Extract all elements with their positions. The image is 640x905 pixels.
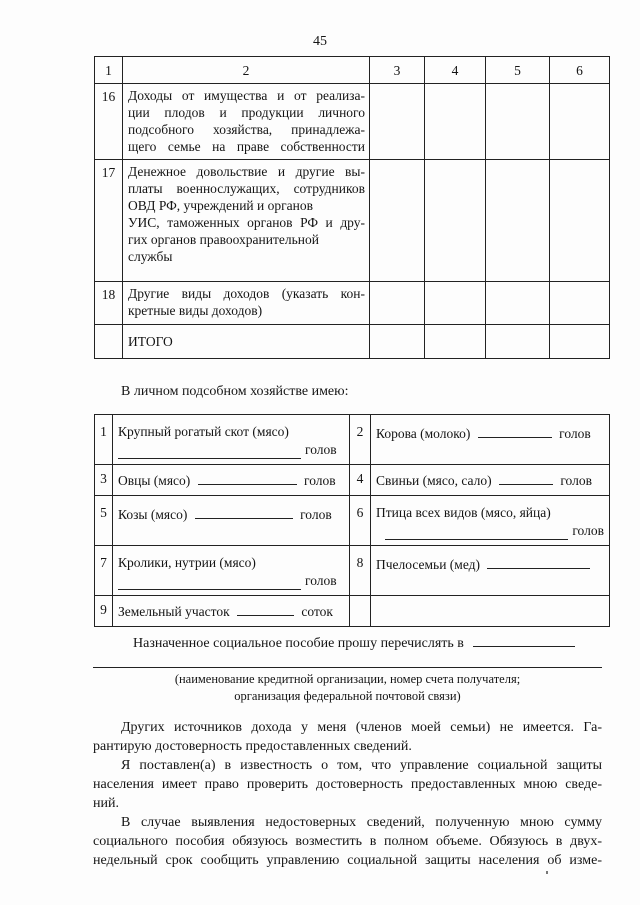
value-cell (425, 84, 486, 160)
scan-artifact (546, 871, 548, 874)
unit-label: голов (305, 573, 337, 588)
value-cell (425, 325, 486, 359)
desc-line: Денежное довольствие и другие вы- (128, 164, 365, 179)
unit-label: голов (304, 473, 336, 488)
household-cell (113, 465, 350, 496)
unit-label: голов (572, 523, 604, 538)
item-label: Козы (мясо) (118, 507, 188, 522)
row-number: 16 (95, 84, 123, 160)
statement-paragraph-1 (93, 718, 602, 756)
item-number: 1 (95, 415, 113, 465)
value-cell (486, 160, 550, 282)
row-description (123, 84, 370, 160)
household-cell (113, 546, 350, 596)
table-row (95, 465, 610, 496)
desc-line: кретные виды доходов) (128, 303, 263, 318)
row-number: 18 (95, 282, 123, 325)
value-cell (370, 282, 425, 325)
header-cell: 4 (425, 57, 486, 84)
header-cell: 2 (123, 57, 370, 84)
unit-label: соток (301, 604, 333, 619)
value-cell (550, 282, 610, 325)
value-cell (486, 84, 550, 160)
row-description (123, 282, 370, 325)
household-table (94, 414, 610, 627)
desc-line: ОВД РФ, учреждений и органов (128, 198, 314, 213)
blank-field[interactable] (478, 423, 552, 438)
unit-label: голов (305, 442, 337, 457)
bank-blank-field[interactable] (473, 632, 575, 647)
household-cell (371, 415, 610, 465)
account-blank-line[interactable] (93, 667, 602, 668)
blank-field[interactable] (198, 470, 297, 485)
payment-note-line2: организация федеральной почтовой связи) (234, 689, 461, 703)
value-cell (550, 84, 610, 160)
desc-line: щего семье на праве собственности (128, 139, 365, 154)
header-cell: 5 (486, 57, 550, 84)
empty-cell (371, 596, 610, 627)
header-cell: 1 (95, 57, 123, 84)
row-number: 17 (95, 160, 123, 282)
empty-cell (350, 596, 371, 627)
item-number: 9 (95, 596, 113, 627)
table-row (95, 496, 610, 546)
item-number: 5 (95, 496, 113, 546)
desc-line: гих органов правоохранительной (128, 232, 319, 247)
text-line: рантирую достоверность предоставленных сведений. (93, 739, 412, 754)
payment-request (133, 632, 575, 652)
desc-line: ции плодов и продукции личного (128, 105, 365, 120)
item-label: Кролики, нутрии (мясо) (118, 555, 256, 570)
unit-label: голов (560, 473, 592, 488)
total-row (95, 325, 610, 359)
statement-paragraph-2 (93, 756, 602, 813)
item-number: 6 (350, 496, 371, 546)
row-number (95, 325, 123, 359)
value-cell (370, 325, 425, 359)
desc-line: платы военнослужащих, сотрудников (128, 181, 365, 196)
blank-field[interactable] (487, 554, 590, 569)
table-header-row (95, 57, 610, 84)
table-row (95, 160, 610, 282)
household-cell (371, 496, 610, 546)
desc-line: службы (128, 249, 173, 264)
text-line: В случае выявления недостоверных сведений, полученную мною сумму (121, 815, 602, 830)
table-row (95, 282, 610, 325)
item-label: Птица всех видов (мясо, яйца) (376, 505, 551, 520)
item-label: Крупный рогатый скот (мясо) (118, 424, 289, 439)
item-number: 3 (95, 465, 113, 496)
item-number: 7 (95, 546, 113, 596)
text-line: Я поставлен(а) в известность о том, что управление социальной защиты (121, 758, 602, 773)
item-label: Земельный участок (118, 604, 230, 619)
desc-line: Доходы от имущества и от реализа- (128, 88, 365, 103)
desc-line: Другие виды доходов (указать кон- (128, 286, 365, 301)
item-number: 4 (350, 465, 371, 496)
table-row (95, 546, 610, 596)
item-label: Свиньи (мясо, сало) (376, 473, 492, 488)
text-line: социального пособия обязуюсь возместить в полном объеме. Обязуюсь в двух- (93, 834, 602, 849)
item-label: Корова (молоко) (376, 426, 471, 441)
value-cell (425, 282, 486, 325)
payment-note-line1: (наименование кредитной организации, номер счета получателя; (174, 672, 521, 686)
item-label: Овцы (мясо) (118, 473, 191, 488)
row-description (123, 160, 370, 282)
unit-label: голов (559, 426, 591, 441)
value-cell (550, 325, 610, 359)
item-number: 8 (350, 546, 371, 596)
desc-line: подсобного хозяйства, принадлежа- (128, 122, 365, 137)
page-number: 45 (313, 34, 327, 49)
blank-field[interactable] (237, 601, 294, 616)
table-row (95, 596, 610, 627)
item-number: 2 (350, 415, 371, 465)
blank-field[interactable] (118, 444, 301, 459)
text-line: Других источников дохода у меня (членов моей семьи) не имеется. Га- (121, 720, 602, 735)
text-line: населения имеет право проверить достоверность предоставленных мною сведе- (93, 777, 602, 792)
value-cell (486, 325, 550, 359)
statement-paragraph-3 (93, 813, 602, 870)
total-label: ИТОГО (123, 325, 370, 359)
table-row (95, 415, 610, 465)
income-table (94, 56, 610, 359)
item-label: Пчелосемьи (мед) (376, 557, 481, 572)
household-cell (113, 596, 350, 627)
blank-field[interactable] (118, 575, 301, 590)
text-line: ний. (93, 796, 119, 811)
table-row (95, 84, 610, 160)
household-cell (371, 546, 610, 596)
household-cell (113, 496, 350, 546)
household-cell (113, 415, 350, 465)
value-cell (486, 282, 550, 325)
blank-field[interactable] (499, 470, 553, 485)
text-line: недельный срок сообщить управлению социальной защиты населения об изме- (93, 853, 602, 868)
value-cell (370, 84, 425, 160)
header-cell: 3 (370, 57, 425, 84)
header-cell: 6 (550, 57, 610, 84)
unit-label: голов (300, 507, 332, 522)
desc-line: УИС, таможенных органов РФ и дру- (128, 215, 365, 230)
value-cell (370, 160, 425, 282)
payment-text: Назначенное социальное пособие прошу перечислять в (133, 636, 464, 651)
value-cell (550, 160, 610, 282)
blank-field[interactable] (195, 504, 293, 519)
household-cell (371, 465, 610, 496)
household-intro: В личном подсобном хозяйстве имею: (121, 384, 349, 399)
blank-field[interactable] (385, 525, 568, 540)
value-cell (425, 160, 486, 282)
